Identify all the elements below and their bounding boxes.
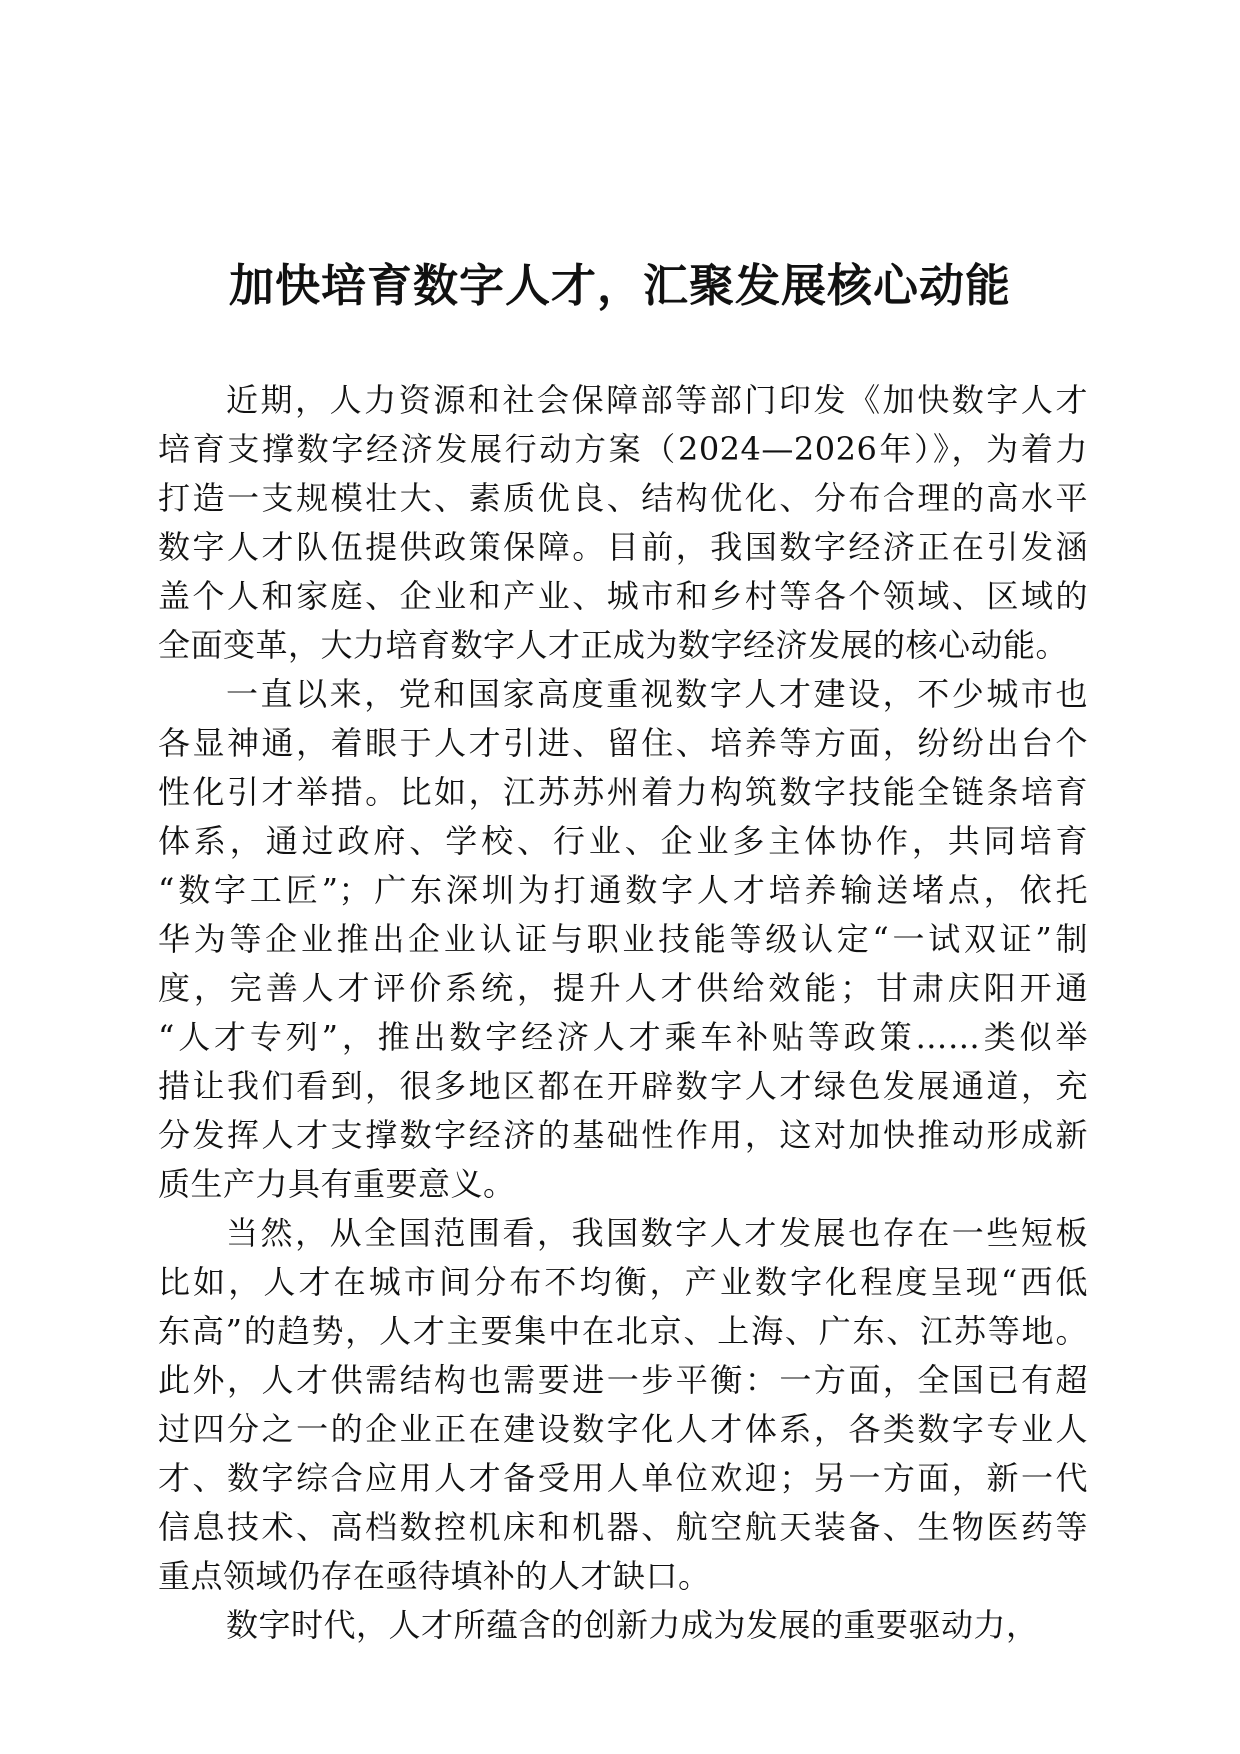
text-line: 当然，从全国范围看，我国数字人才发展也存在一些短板 bbox=[226, 1214, 1088, 1252]
text-line: 重点领域仍存在亟待填补的人才缺口。 bbox=[158, 1557, 711, 1595]
text-line: 各显神通，着眼于人才引进、留住、培养等方面，纷纷出台个 bbox=[158, 724, 1088, 762]
text-line: 度，完善人才评价系统，提升人才供给效能；甘肃庆阳开通 bbox=[158, 969, 1088, 1007]
text-line: “人才专列”，推出数字经济人才乘车补贴等政策……类似举 bbox=[158, 1018, 1088, 1056]
text-line: 盖个人和家庭、企业和产业、城市和乡村等各个领域、区域的 bbox=[158, 577, 1088, 615]
text-line: 才、数字综合应用人才备受用人单位欢迎；另一方面，新一代 bbox=[158, 1459, 1088, 1497]
text-line: 措让我们看到，很多地区都在开辟数字人才绿色发展通道，充 bbox=[158, 1067, 1088, 1105]
article-body bbox=[158, 376, 1088, 1650]
text-line: 培育支撑数字经济发展行动方案（2024—2026年）》，为着力 bbox=[158, 430, 1088, 468]
text-line: 打造一支规模壮大、素质优良、结构优化、分布合理的高水平 bbox=[158, 479, 1088, 517]
document-title: 加快培育数字人才，汇聚发展核心动能 bbox=[228, 259, 1011, 312]
text-line: 近期，人力资源和社会保障部等部门印发《加快数字人才 bbox=[226, 381, 1088, 419]
text-line: “数字工匠”；广东深圳为打通数字人才培养输送堵点，依托 bbox=[158, 871, 1088, 909]
text-line: 一直以来，党和国家高度重视数字人才建设，不少城市也 bbox=[226, 675, 1088, 713]
text-line: 数字人才队伍提供政策保障。目前，我国数字经济正在引发涵 bbox=[158, 528, 1088, 566]
text-line: 质生产力具有重要意义。 bbox=[158, 1165, 516, 1203]
text-line: 比如，人才在城市间分布不均衡，产业数字化程度呈现“西低 bbox=[158, 1263, 1088, 1301]
text-line: 体系，通过政府、学校、行业、企业多主体协作，共同培育 bbox=[158, 822, 1088, 860]
text-line: 性化引才举措。比如，江苏苏州着力构筑数字技能全链条培育 bbox=[158, 773, 1088, 811]
text-line: 分发挥人才支撑数字经济的基础性作用，这对加快推动形成新 bbox=[158, 1116, 1088, 1154]
text-line: 东高”的趋势，人才主要集中在北京、上海、广东、江苏等地。 bbox=[158, 1312, 1088, 1350]
text-line: 此外，人才供需结构也需要进一步平衡：一方面，全国已有超 bbox=[158, 1361, 1088, 1399]
text-line: 信息技术、高档数控机床和机器、航空航天装备、生物医药等 bbox=[158, 1508, 1088, 1546]
text-line: 华为等企业推出企业认证与职业技能等级认定“一试双证”制 bbox=[158, 920, 1088, 958]
text-line: 全面变革，大力培育数字人才正成为数字经济发展的核心动能。 bbox=[158, 626, 1069, 664]
text-line: 过四分之一的企业正在建设数字化人才体系，各类数字专业人 bbox=[158, 1410, 1088, 1448]
text-line: 数字时代，人才所蕴含的创新力成为发展的重要驱动力， bbox=[226, 1606, 1039, 1644]
